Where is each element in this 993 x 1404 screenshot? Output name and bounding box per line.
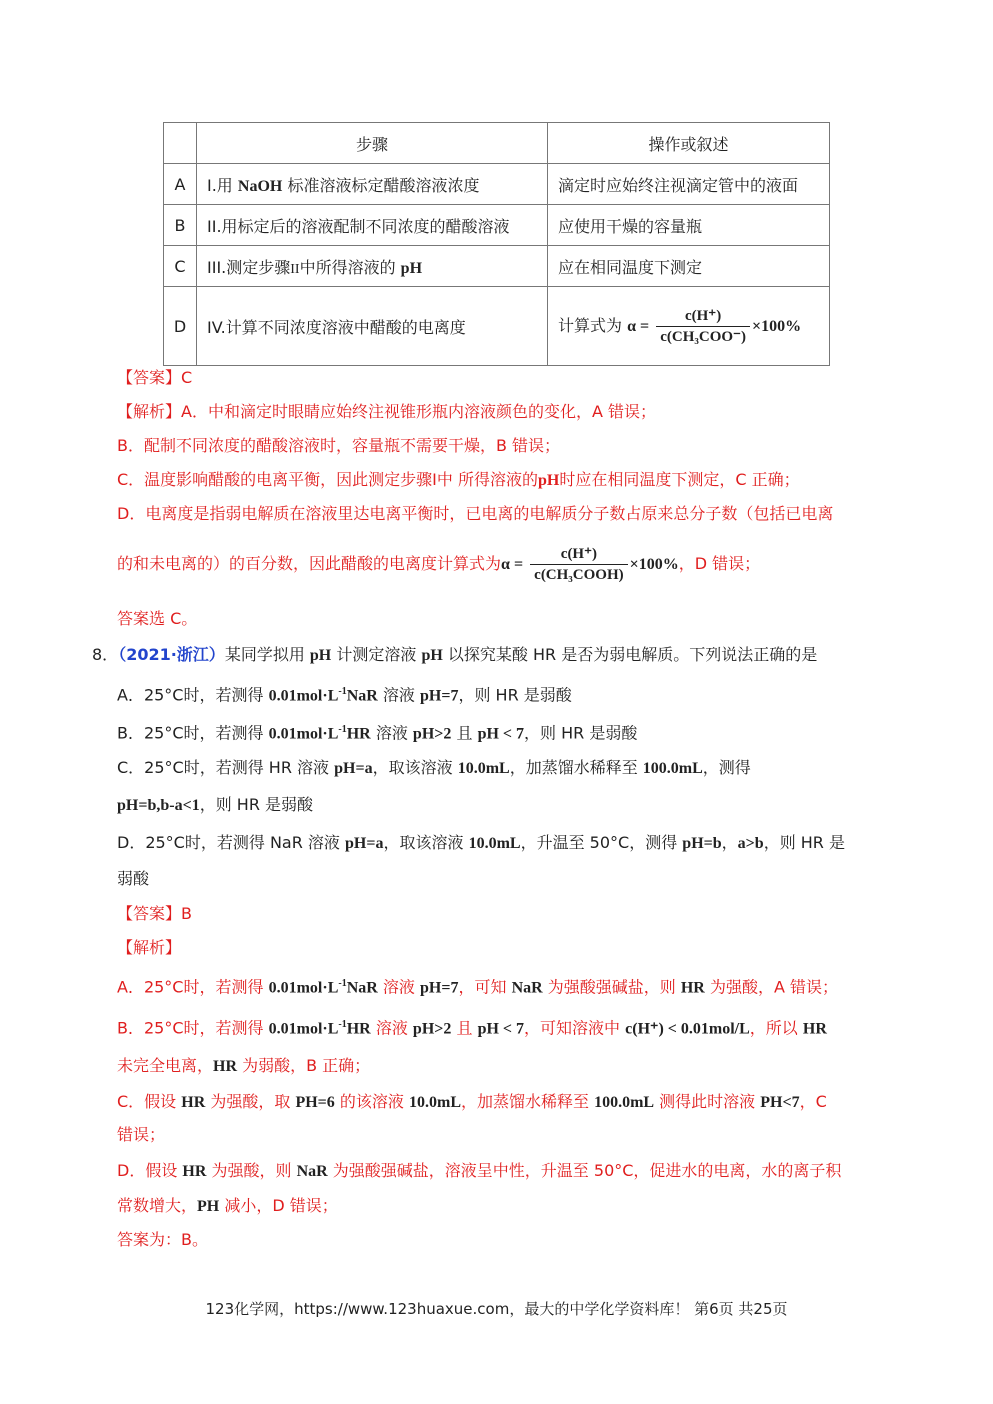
step-text: 标准溶液标定醋酸溶液浓度 — [282, 175, 480, 195]
concentration: 0.01mol·L — [268, 687, 339, 705]
answer-label: 【答案】 — [117, 904, 182, 923]
analysis-text: A．中和滴定时眼睛应始终注视锥形瓶内溶液颜色的变化，A 错误； — [181, 402, 656, 421]
chem-formula: HR — [802, 1020, 827, 1038]
ph-value: PH — [197, 1198, 220, 1215]
analysis-text: B．25°C时，若测得 — [117, 1018, 269, 1038]
option-text: 溶液 — [370, 723, 413, 743]
ph-value: pH>2 — [412, 725, 452, 743]
analysis-text: 减小，D 错误； — [219, 1196, 338, 1215]
q7-analysis-b: B．配制不同浓度的醋酸溶液时，容量瓶不需要干燥，B 错误； — [117, 436, 561, 455]
page-footer: 123化学网，https://www.123huaxue.com，最大的中学化学资料库！ 第6页 共25页 — [205, 1300, 788, 1318]
row-key: A — [164, 164, 197, 205]
q8-analysis-c2: 错误； — [117, 1125, 166, 1144]
row-step: II.用标定后的溶液配制不同浓度的醋酸溶液 — [197, 205, 548, 246]
q8-option-d1 — [117, 832, 845, 855]
step-text: I.用 — [207, 175, 238, 195]
row-step — [197, 246, 548, 287]
analysis-text: C．温度影响醋酸的电离平衡，因此测定步骤I中 所得溶液的 — [117, 470, 538, 489]
table-header-row — [164, 123, 830, 164]
chem-formula: NaR — [511, 979, 543, 997]
chem-formula: HR — [181, 1094, 206, 1111]
exponent: -1 — [338, 978, 347, 989]
analysis-text: 溶液 — [370, 1018, 413, 1038]
q7-analysis-d2 — [117, 542, 760, 587]
analysis-text: C．假设 — [117, 1092, 182, 1111]
fraction-denominator: c(CH₃COOH) — [534, 567, 624, 583]
volume: 10.0mL — [408, 1094, 461, 1111]
q8-option-a — [117, 681, 572, 707]
row-key: B — [164, 205, 197, 246]
analysis-text: ，可知 — [458, 977, 512, 997]
question-source: （2021·浙江） — [118, 645, 225, 664]
ph-value: pH < 7 — [477, 725, 525, 743]
q7-analysis-c — [117, 469, 800, 492]
chem-formula: NaOH — [237, 177, 283, 195]
analysis-text: 未完全电离， — [117, 1056, 214, 1075]
steps-table — [163, 122, 830, 366]
q8-analysis-b2 — [117, 1055, 370, 1078]
table-row — [164, 164, 830, 205]
exponent: -1 — [338, 724, 347, 735]
concentration-inequality: c(H⁺) < 0.01mol/L — [625, 1020, 750, 1038]
option-text: ，加蒸馏水稀释至 — [509, 758, 643, 777]
q8-option-b — [117, 719, 637, 745]
option-text: ，则 HR 是 — [763, 833, 846, 852]
header-description: 操作或叙述 — [548, 123, 830, 164]
q8-stem — [92, 644, 817, 667]
percent-factor: ×100% — [751, 317, 802, 335]
q8-option-d2: 弱酸 — [117, 869, 150, 888]
chem-formula: HR — [346, 725, 371, 743]
option-text: ，测得 — [702, 758, 751, 777]
option-text: D．25°C时，若测得 NaR 溶液 — [117, 833, 346, 852]
option-text: ， — [721, 833, 738, 852]
percent-factor: ×100% — [629, 556, 679, 573]
chem-formula: pH — [537, 472, 560, 489]
chem-formula: NaR — [346, 979, 378, 997]
row-description: 应在相同温度下测定 — [548, 246, 830, 287]
ph-value: pH=a — [334, 760, 373, 777]
option-text: ，则 HR 是弱酸 — [458, 685, 572, 705]
q8-analysis-d1 — [117, 1160, 841, 1183]
analysis-text: ，可知溶液中 — [524, 1018, 626, 1038]
analysis-text: ，所以 — [749, 1018, 803, 1038]
chem-formula: HR — [680, 979, 705, 997]
analysis-text: 为强酸，A 错误； — [704, 977, 838, 997]
q8-analysis-label: 【解析】 — [117, 938, 182, 957]
ph-value: PH<7 — [760, 1094, 800, 1111]
analysis-text: 且 — [451, 1018, 478, 1038]
chem-formula: pH — [400, 259, 423, 277]
analysis-text: ，C — [799, 1092, 827, 1111]
q8-option-c2 — [117, 794, 313, 817]
chem-formula: NaR — [346, 687, 378, 705]
step-numeral: II — [290, 261, 300, 277]
volume: 100.0mL — [594, 1094, 655, 1111]
fraction-denominator: c(CH₃COO⁻) — [660, 328, 746, 345]
concentration: 0.01mol·L — [268, 725, 339, 743]
step-text: III.测定步骤 — [207, 257, 291, 277]
volume: 100.0mL — [642, 760, 703, 777]
answer-value: C — [181, 368, 193, 387]
concentration: 0.01mol·L — [268, 979, 339, 997]
ph-value: pH=b — [682, 835, 722, 852]
analysis-text: 的和未电离的）的百分数，因此醋酸的电离度计算式为 — [117, 554, 502, 573]
ph-value: pH=b,b-a<1 — [117, 797, 200, 814]
q7-analysis-d1: D．电离度是指弱电解质在溶液里达电离平衡时，已电离的电解质分子数占原来总分子数（包括已电离 — [117, 504, 834, 523]
analysis-text: 为强酸，则 — [206, 1161, 297, 1180]
question-number: 8． — [92, 645, 119, 664]
option-text: ，取该溶液 — [383, 833, 469, 852]
analysis-text: 为强酸强碱盐，则 — [542, 977, 681, 997]
q8-answer — [117, 903, 192, 925]
option-text: C．25°C时，若测得 HR 溶液 — [117, 758, 335, 777]
row-key: D — [164, 287, 197, 366]
option-text: A．25°C时，若测得 — [117, 685, 269, 705]
header-step: 步骤 — [197, 123, 548, 164]
table-row — [164, 205, 830, 246]
table-row — [164, 246, 830, 287]
alpha-fraction — [530, 544, 627, 585]
q8-analysis-c1 — [117, 1091, 827, 1114]
table-row — [164, 287, 830, 366]
chem-formula: HR — [346, 1020, 371, 1038]
ph-value: pH=7 — [420, 687, 459, 705]
q8-option-c1 — [117, 757, 751, 780]
q8-analysis-d2 — [117, 1195, 338, 1218]
analysis-text: 的该溶液 — [334, 1092, 409, 1111]
row-step — [197, 164, 548, 205]
ph-value: pH=7 — [420, 979, 459, 997]
analysis-text: 常数增大， — [117, 1196, 198, 1215]
fraction-numerator: c(H⁺) — [530, 544, 627, 565]
answer-value: B — [181, 904, 192, 923]
stem-text: 计测定溶液 — [331, 645, 422, 664]
analysis-text: 为强酸强碱盐，溶液呈中性，升温至 50°C，促进水的电离，水的离子积 — [327, 1161, 842, 1180]
analysis-text: ，加蒸馏水稀释至 — [460, 1092, 595, 1111]
fraction-numerator: c(H⁺) — [656, 306, 750, 327]
chem-formula: HR — [182, 1163, 207, 1180]
q7-analysis-a — [117, 401, 656, 423]
ph-value: pH>2 — [412, 1020, 452, 1038]
q7-final-answer: 答案选 C。 — [117, 609, 198, 628]
analysis-text: A．25°C时，若测得 — [117, 977, 269, 997]
row-description: 应使用干燥的容量瓶 — [548, 205, 830, 246]
exponent: -1 — [338, 686, 347, 697]
answer-label: 【答案】 — [117, 368, 182, 387]
chem-formula: pH — [421, 647, 443, 664]
analysis-text: 为强酸，取 — [205, 1092, 296, 1111]
table-corner-cell — [164, 123, 197, 164]
alpha-symbol: α = — [627, 317, 650, 335]
analysis-text: 时应在相同温度下测定，C 正确； — [559, 470, 800, 489]
volume: 10.0mL — [457, 760, 510, 777]
option-text: 且 — [451, 723, 478, 743]
option-text: ，取该溶液 — [372, 758, 458, 777]
chem-formula: NaR — [296, 1163, 328, 1180]
q8-analysis-a — [117, 973, 838, 999]
ph-value: pH=a — [345, 835, 384, 852]
row-description: 滴定时应始终注视滴定管中的液面 — [548, 164, 830, 205]
exponent: -1 — [338, 1019, 347, 1030]
option-text: ，升温至 50°C，测得 — [520, 833, 683, 852]
alpha-fraction — [656, 306, 750, 347]
option-text: ，则 HR 是弱酸 — [524, 723, 638, 743]
option-text: B．25°C时，若测得 — [117, 723, 269, 743]
q8-final-answer: 答案为：B。 — [117, 1230, 208, 1249]
volume: 10.0mL — [468, 835, 521, 852]
row-step: IV.计算不同浓度溶液中醋酸的电离度 — [197, 287, 548, 366]
q7-answer — [117, 367, 192, 389]
ph-value: PH=6 — [295, 1094, 335, 1111]
analysis-text: 为弱酸，B 正确； — [237, 1056, 371, 1075]
stem-text: 某同学拟用 — [224, 645, 310, 664]
desc-text: 计算式为 — [558, 315, 628, 335]
comparison: a>b — [737, 835, 764, 852]
row-description — [548, 287, 830, 366]
q8-analysis-b1 — [117, 1014, 827, 1040]
analysis-text: ，D 错误； — [678, 554, 761, 573]
analysis-text: D．假设 — [117, 1161, 183, 1180]
ph-value: pH < 7 — [477, 1020, 525, 1038]
row-key: C — [164, 246, 197, 287]
stem-text: 以探究某酸 HR 是否为弱电解质。下列说法正确的是 — [442, 645, 818, 664]
step-text: 中所得溶液的 — [299, 257, 401, 277]
option-text: ，则 HR 是弱酸 — [199, 795, 314, 814]
analysis-text: 溶液 — [377, 977, 420, 997]
chem-formula: HR — [213, 1058, 238, 1075]
concentration: 0.01mol·L — [268, 1020, 339, 1038]
chem-formula: pH — [309, 647, 332, 664]
analysis-label: 【解析】 — [117, 402, 182, 421]
analysis-text: 测得此时溶液 — [654, 1092, 761, 1111]
option-text: 溶液 — [377, 685, 420, 705]
alpha-symbol: α = — [501, 556, 524, 573]
